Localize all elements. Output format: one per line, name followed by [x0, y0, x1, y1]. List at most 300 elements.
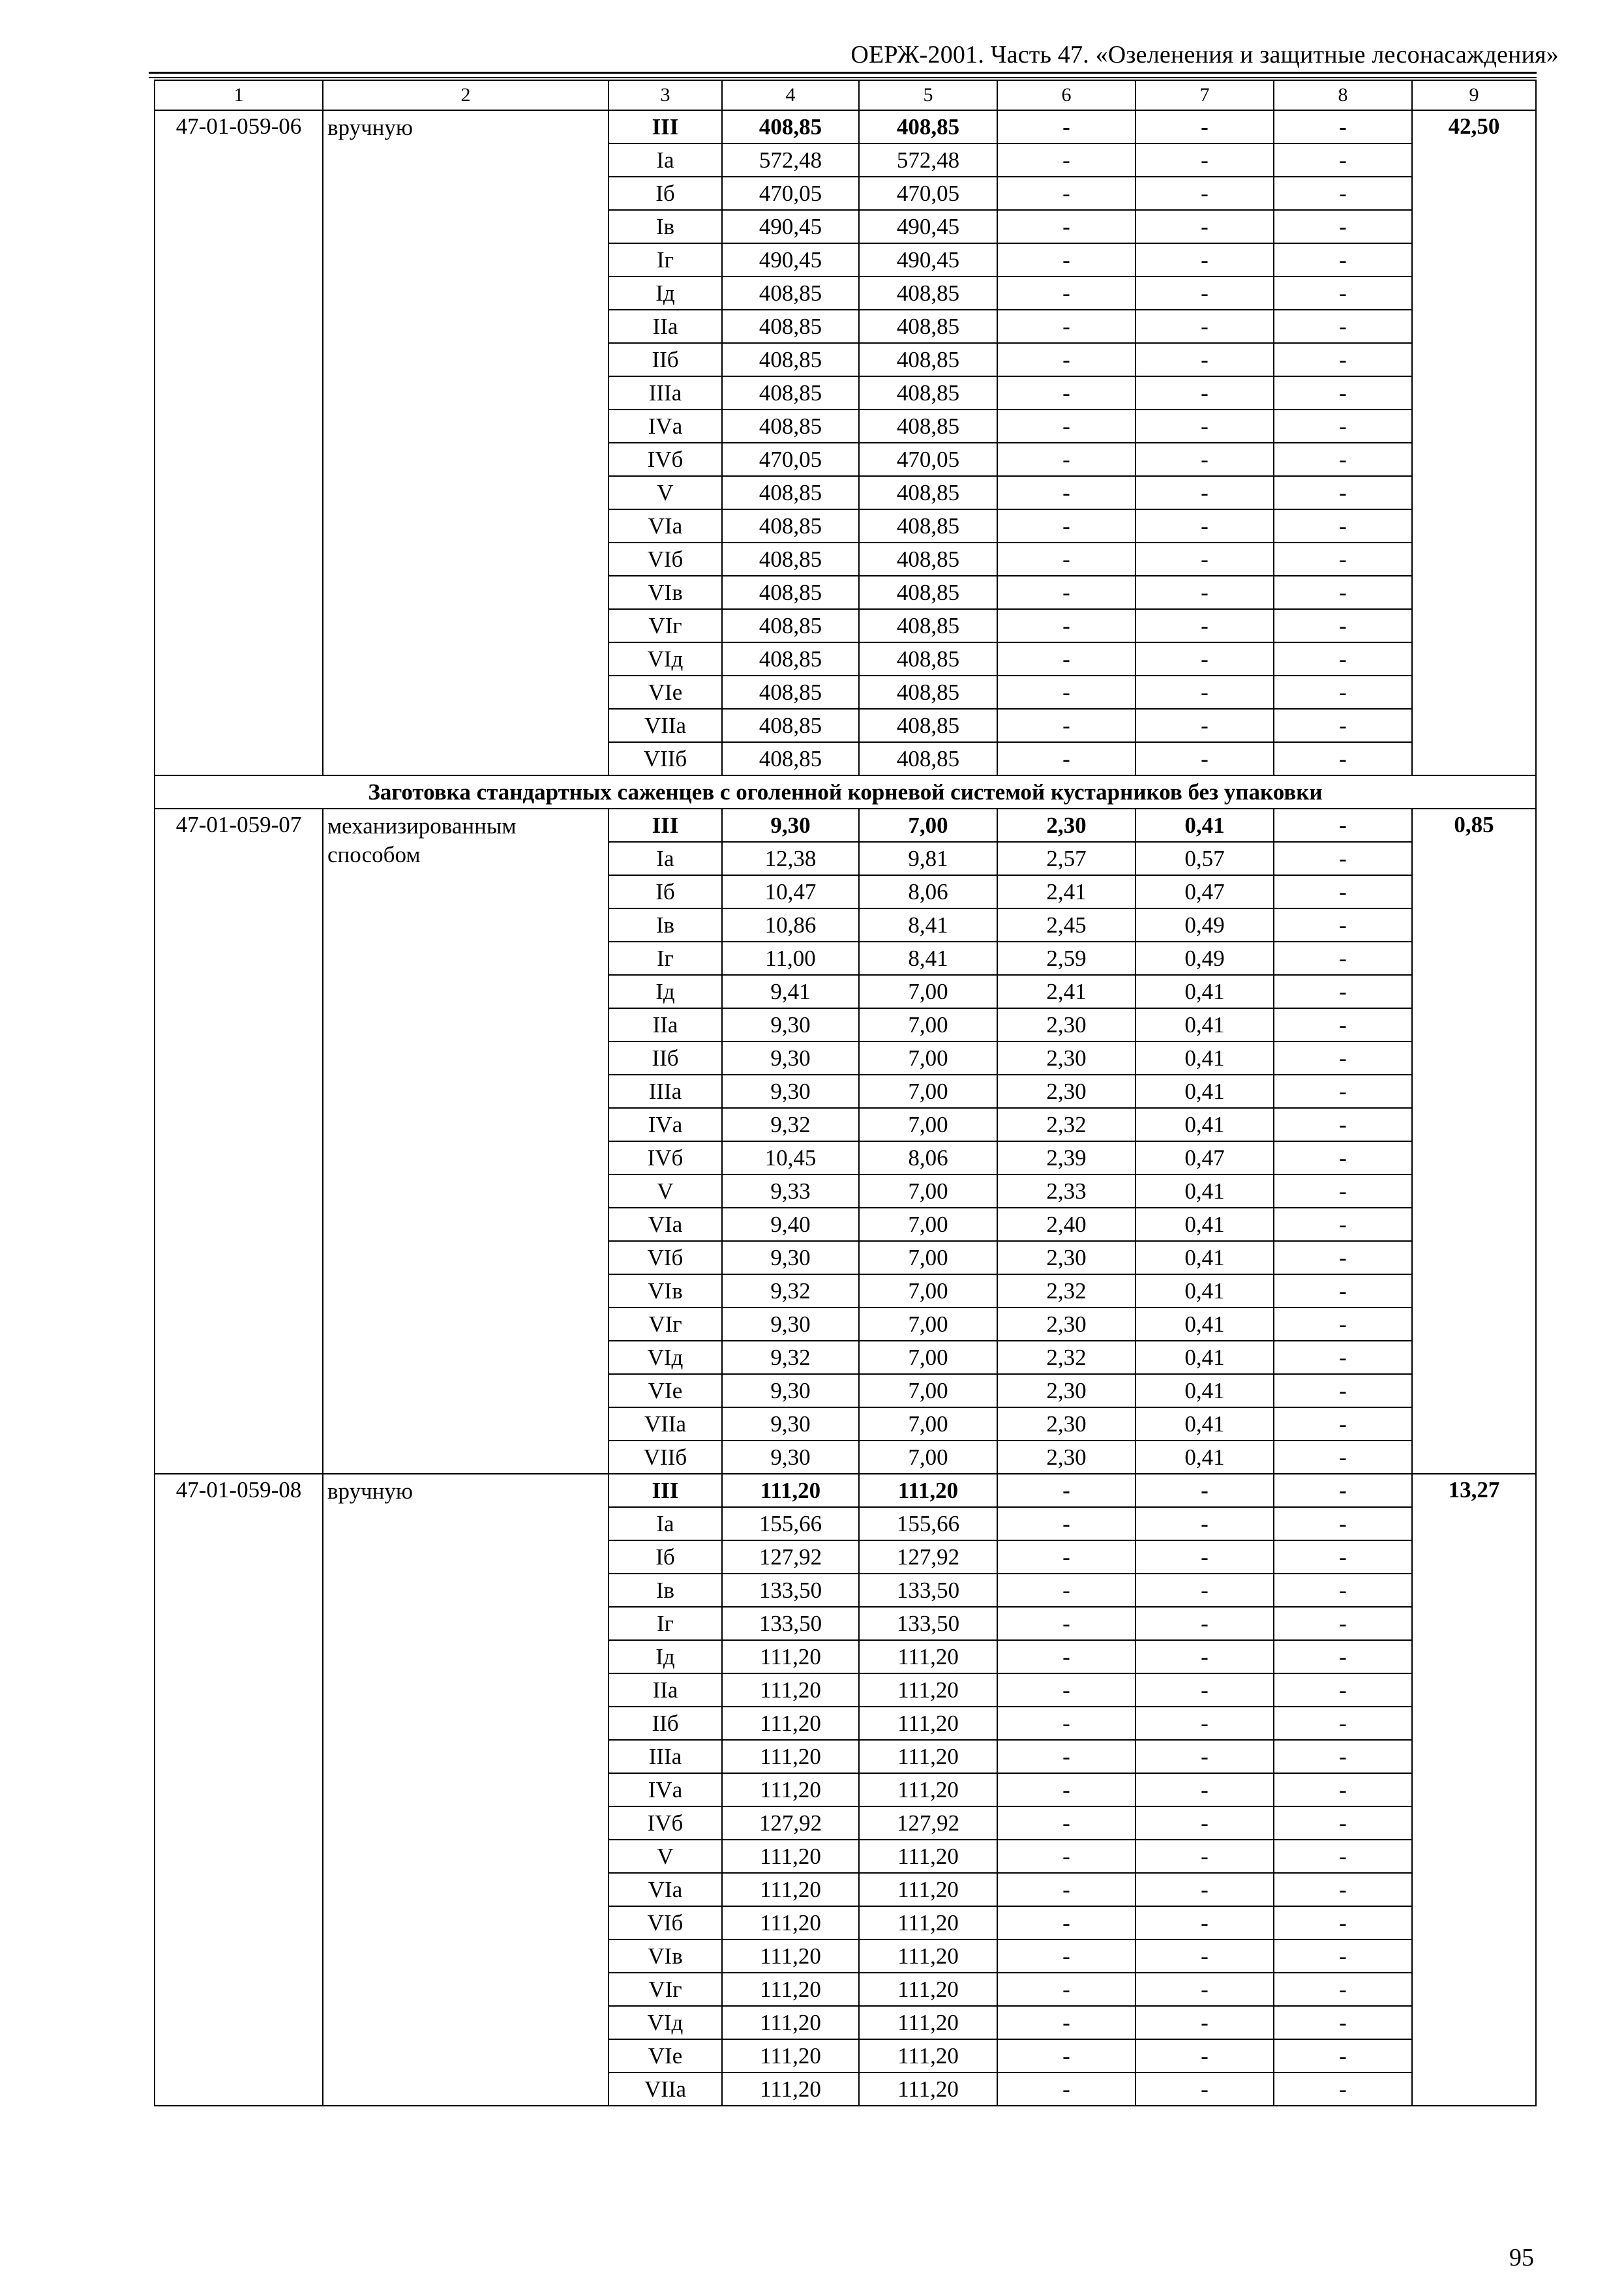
machinist-wages-cell: 0,41: [1135, 1008, 1274, 1041]
machines-cell: 2,30: [997, 1041, 1135, 1075]
total-cost-cell: 408,85: [722, 543, 859, 576]
zone-cell: V: [609, 1840, 722, 1873]
wages-cell: 127,92: [859, 1540, 997, 1574]
machines-cell: 2,57: [997, 842, 1135, 875]
materials-cell: -: [1274, 1208, 1412, 1241]
column-number: 8: [1274, 80, 1412, 110]
total-cost-cell: 10,45: [722, 1141, 859, 1174]
materials-cell: -: [1274, 110, 1412, 143]
machines-cell: -: [997, 343, 1135, 376]
wages-cell: 408,85: [859, 476, 997, 509]
machinist-wages-cell: -: [1135, 376, 1274, 410]
zone-cell: VIб: [609, 543, 722, 576]
machinist-wages-cell: 0,41: [1135, 1075, 1274, 1108]
materials-cell: -: [1274, 942, 1412, 975]
machinist-wages-cell: -: [1135, 576, 1274, 609]
machines-cell: -: [997, 1973, 1135, 2006]
machines-cell: -: [997, 410, 1135, 443]
materials-cell: -: [1274, 1973, 1412, 2006]
rates-table: [154, 80, 1537, 2106]
method-cell: вручную: [323, 110, 609, 775]
wages-cell: 7,00: [859, 1241, 997, 1274]
machines-cell: -: [997, 1806, 1135, 1840]
machinist-wages-cell: -: [1135, 1507, 1274, 1540]
materials-cell: -: [1274, 2039, 1412, 2072]
wages-cell: 7,00: [859, 1341, 997, 1374]
zone-cell: III: [609, 809, 722, 842]
zone-cell: Iб: [609, 1540, 722, 1574]
total-cost-cell: 9,32: [722, 1274, 859, 1308]
wages-cell: 7,00: [859, 1174, 997, 1208]
header-rule: [149, 72, 1537, 74]
total-cost-cell: 111,20: [722, 1740, 859, 1773]
total-cost-cell: 490,45: [722, 243, 859, 277]
wages-cell: 111,20: [859, 2072, 997, 2106]
total-cost-cell: 408,85: [722, 509, 859, 543]
running-header: ОЕРЖ-2001. Часть 47. «Озеленения и защитные лесонасаждения»: [850, 41, 1559, 68]
machines-cell: 2,30: [997, 1008, 1135, 1041]
machines-cell: -: [997, 1474, 1135, 1507]
zone-cell: Iд: [609, 1640, 722, 1673]
method-cell: механизированным способом: [323, 809, 609, 1474]
total-cost-cell: 111,20: [722, 2039, 859, 2072]
total-cost-cell: 9,32: [722, 1341, 859, 1374]
machines-cell: -: [997, 1840, 1135, 1873]
machinist-wages-cell: 0,41: [1135, 1041, 1274, 1075]
wages-cell: 572,48: [859, 143, 997, 177]
wages-cell: 7,00: [859, 1041, 997, 1075]
wages-cell: 127,92: [859, 1806, 997, 1840]
machinist-wages-cell: -: [1135, 476, 1274, 509]
machinist-wages-cell: 0,41: [1135, 1241, 1274, 1274]
total-cost-cell: 10,47: [722, 875, 859, 908]
materials-cell: -: [1274, 1740, 1412, 1773]
total-cost-cell: 9,33: [722, 1174, 859, 1208]
total-cost-cell: 111,20: [722, 1707, 859, 1740]
wages-cell: 9,81: [859, 842, 997, 875]
materials-cell: -: [1274, 2072, 1412, 2106]
total-cost-cell: 408,85: [722, 642, 859, 676]
method-cell: вручную: [323, 1474, 609, 2106]
materials-cell: -: [1274, 1108, 1412, 1141]
wages-cell: 111,20: [859, 1840, 997, 1873]
norm-code: 47-01-059-08: [155, 1474, 323, 2106]
materials-cell: -: [1274, 609, 1412, 642]
machinist-wages-cell: -: [1135, 443, 1274, 476]
total-cost-cell: 111,20: [722, 2006, 859, 2039]
machines-cell: -: [997, 1707, 1135, 1740]
zone-cell: V: [609, 1174, 722, 1208]
machinist-wages-cell: 0,41: [1135, 1374, 1274, 1407]
zone-cell: VIд: [609, 1341, 722, 1374]
zone-cell: IVа: [609, 1108, 722, 1141]
machines-cell: -: [997, 277, 1135, 310]
wages-cell: 7,00: [859, 1108, 997, 1141]
machinist-wages-cell: -: [1135, 277, 1274, 310]
total-cost-cell: 127,92: [722, 1540, 859, 1574]
wages-cell: 408,85: [859, 576, 997, 609]
total-cost-cell: 9,30: [722, 809, 859, 842]
total-cost-cell: 9,40: [722, 1208, 859, 1241]
wages-cell: 408,85: [859, 676, 997, 709]
machines-cell: -: [997, 310, 1135, 343]
wages-cell: 470,05: [859, 177, 997, 210]
wages-cell: 8,41: [859, 908, 997, 942]
wages-cell: 7,00: [859, 1374, 997, 1407]
labor-cost-cell: 13,27: [1412, 1474, 1536, 2106]
column-number: 6: [997, 80, 1135, 110]
total-cost-cell: 9,32: [722, 1108, 859, 1141]
total-cost-cell: 408,85: [722, 609, 859, 642]
zone-cell: VIIа: [609, 709, 722, 742]
wages-cell: 111,20: [859, 1939, 997, 1973]
materials-cell: -: [1274, 576, 1412, 609]
machines-cell: -: [997, 1574, 1135, 1607]
machines-cell: -: [997, 177, 1135, 210]
machines-cell: -: [997, 676, 1135, 709]
machines-cell: 2,32: [997, 1341, 1135, 1374]
zone-cell: IIб: [609, 1041, 722, 1075]
wages-cell: 133,50: [859, 1574, 997, 1607]
machinist-wages-cell: -: [1135, 742, 1274, 775]
materials-cell: -: [1274, 1008, 1412, 1041]
machines-cell: -: [997, 1507, 1135, 1540]
zone-cell: Iв: [609, 210, 722, 243]
machines-cell: 2,32: [997, 1108, 1135, 1141]
machinist-wages-cell: -: [1135, 243, 1274, 277]
machinist-wages-cell: 0,41: [1135, 1274, 1274, 1308]
machines-cell: -: [997, 1640, 1135, 1673]
materials-cell: -: [1274, 243, 1412, 277]
materials-cell: -: [1274, 1341, 1412, 1374]
machines-cell: 2,30: [997, 1374, 1135, 1407]
machinist-wages-cell: 0,47: [1135, 1141, 1274, 1174]
zone-cell: VIа: [609, 1873, 722, 1906]
machinist-wages-cell: 0,49: [1135, 908, 1274, 942]
total-cost-cell: 408,85: [722, 476, 859, 509]
wages-cell: 408,85: [859, 343, 997, 376]
total-cost-cell: 133,50: [722, 1607, 859, 1640]
table-row: [155, 809, 1536, 842]
wages-cell: 490,45: [859, 210, 997, 243]
wages-cell: 111,20: [859, 1973, 997, 2006]
materials-cell: -: [1274, 1906, 1412, 1939]
materials-cell: -: [1274, 1939, 1412, 1973]
zone-cell: IIIа: [609, 376, 722, 410]
total-cost-cell: 12,38: [722, 842, 859, 875]
machines-cell: -: [997, 543, 1135, 576]
wages-cell: 111,20: [859, 1673, 997, 1707]
zone-cell: VIг: [609, 1973, 722, 2006]
machinist-wages-cell: 0,41: [1135, 1407, 1274, 1441]
page-number: 95: [1509, 2244, 1534, 2271]
machines-cell: -: [997, 476, 1135, 509]
rates-table-container: [154, 80, 1535, 2106]
wages-cell: 408,85: [859, 709, 997, 742]
wages-cell: 408,85: [859, 277, 997, 310]
machinist-wages-cell: -: [1135, 1773, 1274, 1806]
materials-cell: -: [1274, 642, 1412, 676]
machines-cell: -: [997, 2039, 1135, 2072]
zone-cell: Iб: [609, 177, 722, 210]
materials-cell: -: [1274, 676, 1412, 709]
column-number: 4: [722, 80, 859, 110]
section-title: Заготовка стандартных саженцев с оголенной корневой системой кустарников без упаковки: [155, 775, 1536, 809]
machinist-wages-cell: 0,41: [1135, 1441, 1274, 1474]
machines-cell: -: [997, 1607, 1135, 1640]
total-cost-cell: 408,85: [722, 310, 859, 343]
materials-cell: -: [1274, 1241, 1412, 1274]
materials-cell: -: [1274, 1773, 1412, 1806]
total-cost-cell: 133,50: [722, 1574, 859, 1607]
wages-cell: 408,85: [859, 742, 997, 775]
machines-cell: 2,59: [997, 942, 1135, 975]
machinist-wages-cell: -: [1135, 609, 1274, 642]
zone-cell: Iд: [609, 975, 722, 1008]
machines-cell: -: [997, 210, 1135, 243]
machinist-wages-cell: -: [1135, 1673, 1274, 1707]
machines-cell: -: [997, 1540, 1135, 1574]
total-cost-cell: 408,85: [722, 742, 859, 775]
total-cost-cell: 9,30: [722, 1008, 859, 1041]
machinist-wages-cell: -: [1135, 1640, 1274, 1673]
materials-cell: -: [1274, 1607, 1412, 1640]
machinist-wages-cell: -: [1135, 2006, 1274, 2039]
wages-cell: 408,85: [859, 110, 997, 143]
total-cost-cell: 9,41: [722, 975, 859, 1008]
machinist-wages-cell: -: [1135, 110, 1274, 143]
total-cost-cell: 10,86: [722, 908, 859, 942]
header-rule-thin: [149, 77, 1537, 78]
wages-cell: 408,85: [859, 376, 997, 410]
materials-cell: -: [1274, 742, 1412, 775]
wages-cell: 8,06: [859, 1141, 997, 1174]
wages-cell: 7,00: [859, 1441, 997, 1474]
wages-cell: 111,20: [859, 1773, 997, 1806]
total-cost-cell: 9,30: [722, 1241, 859, 1274]
machinist-wages-cell: 0,49: [1135, 942, 1274, 975]
materials-cell: -: [1274, 842, 1412, 875]
zone-cell: VIб: [609, 1906, 722, 1939]
wages-cell: 111,20: [859, 1906, 997, 1939]
machines-cell: -: [997, 143, 1135, 177]
zone-cell: VIа: [609, 509, 722, 543]
materials-cell: -: [1274, 143, 1412, 177]
total-cost-cell: 111,20: [722, 1474, 859, 1507]
machines-cell: 2,30: [997, 1308, 1135, 1341]
total-cost-cell: 111,20: [722, 1673, 859, 1707]
materials-cell: -: [1274, 376, 1412, 410]
materials-cell: -: [1274, 277, 1412, 310]
materials-cell: -: [1274, 1308, 1412, 1341]
machines-cell: -: [997, 1906, 1135, 1939]
wages-cell: 111,20: [859, 1873, 997, 1906]
wages-cell: 111,20: [859, 1474, 997, 1507]
materials-cell: -: [1274, 343, 1412, 376]
zone-cell: IVб: [609, 1141, 722, 1174]
total-cost-cell: 408,85: [722, 410, 859, 443]
total-cost-cell: 155,66: [722, 1507, 859, 1540]
total-cost-cell: 111,20: [722, 1973, 859, 2006]
wages-cell: 8,06: [859, 875, 997, 908]
machinist-wages-cell: -: [1135, 177, 1274, 210]
wages-cell: 470,05: [859, 443, 997, 476]
machinist-wages-cell: -: [1135, 1574, 1274, 1607]
zone-cell: VIв: [609, 1939, 722, 1973]
zone-cell: IIIа: [609, 1740, 722, 1773]
machines-cell: -: [997, 376, 1135, 410]
norm-code: 47-01-059-06: [155, 110, 323, 775]
materials-cell: -: [1274, 709, 1412, 742]
machines-cell: -: [997, 709, 1135, 742]
machines-cell: 2,33: [997, 1174, 1135, 1208]
materials-cell: -: [1274, 1075, 1412, 1108]
materials-cell: -: [1274, 809, 1412, 842]
zone-cell: V: [609, 476, 722, 509]
machinist-wages-cell: 0,41: [1135, 809, 1274, 842]
zone-cell: VIе: [609, 676, 722, 709]
wages-cell: 111,20: [859, 2006, 997, 2039]
machines-cell: 2,30: [997, 1407, 1135, 1441]
machinist-wages-cell: -: [1135, 543, 1274, 576]
machinist-wages-cell: -: [1135, 1873, 1274, 1906]
norm-code: 47-01-059-07: [155, 809, 323, 1474]
materials-cell: -: [1274, 1806, 1412, 1840]
machinist-wages-cell: 0,47: [1135, 875, 1274, 908]
section-row: [155, 775, 1536, 809]
zone-cell: VIг: [609, 609, 722, 642]
zone-cell: VIв: [609, 1274, 722, 1308]
total-cost-cell: 9,30: [722, 1075, 859, 1108]
machinist-wages-cell: -: [1135, 1906, 1274, 1939]
zone-cell: VIIа: [609, 2072, 722, 2106]
materials-cell: -: [1274, 875, 1412, 908]
zone-cell: VIд: [609, 2006, 722, 2039]
materials-cell: -: [1274, 410, 1412, 443]
machines-cell: 2,45: [997, 908, 1135, 942]
table-row: [155, 1474, 1536, 1507]
machinist-wages-cell: -: [1135, 709, 1274, 742]
machines-cell: 2,30: [997, 1241, 1135, 1274]
materials-cell: -: [1274, 1441, 1412, 1474]
total-cost-cell: 470,05: [722, 443, 859, 476]
total-cost-cell: 11,00: [722, 942, 859, 975]
machines-cell: 2,30: [997, 809, 1135, 842]
machines-cell: 2,41: [997, 875, 1135, 908]
zone-cell: VIIб: [609, 1441, 722, 1474]
column-number: 9: [1412, 80, 1536, 110]
total-cost-cell: 111,20: [722, 2072, 859, 2106]
wages-cell: 133,50: [859, 1607, 997, 1640]
wages-cell: 7,00: [859, 975, 997, 1008]
wages-cell: 7,00: [859, 1075, 997, 1108]
machinist-wages-cell: -: [1135, 1840, 1274, 1873]
machines-cell: -: [997, 110, 1135, 143]
column-number: 7: [1135, 80, 1274, 110]
machinist-wages-cell: -: [1135, 1607, 1274, 1640]
machines-cell: -: [997, 243, 1135, 277]
machines-cell: -: [997, 443, 1135, 476]
materials-cell: -: [1274, 1141, 1412, 1174]
machinist-wages-cell: -: [1135, 1806, 1274, 1840]
zone-cell: IVб: [609, 1806, 722, 1840]
zone-cell: Iв: [609, 908, 722, 942]
machinist-wages-cell: 0,41: [1135, 1308, 1274, 1341]
column-number: 2: [323, 80, 609, 110]
materials-cell: -: [1274, 1274, 1412, 1308]
total-cost-cell: 572,48: [722, 143, 859, 177]
materials-cell: -: [1274, 1041, 1412, 1075]
machinist-wages-cell: -: [1135, 1939, 1274, 1973]
wages-cell: 7,00: [859, 1008, 997, 1041]
zone-cell: IIа: [609, 1673, 722, 1707]
zone-cell: VIIб: [609, 742, 722, 775]
zone-cell: IIа: [609, 310, 722, 343]
machinist-wages-cell: -: [1135, 2039, 1274, 2072]
materials-cell: -: [1274, 1873, 1412, 1906]
zone-cell: Ia: [609, 1507, 722, 1540]
wages-cell: 408,85: [859, 609, 997, 642]
machines-cell: -: [997, 2072, 1135, 2106]
total-cost-cell: 9,30: [722, 1374, 859, 1407]
zone-cell: VIе: [609, 2039, 722, 2072]
materials-cell: -: [1274, 1174, 1412, 1208]
total-cost-cell: 111,20: [722, 1939, 859, 1973]
total-cost-cell: 9,30: [722, 1041, 859, 1075]
wages-cell: 7,00: [859, 1208, 997, 1241]
machines-cell: -: [997, 1873, 1135, 1906]
machines-cell: -: [997, 1773, 1135, 1806]
machinist-wages-cell: -: [1135, 410, 1274, 443]
materials-cell: -: [1274, 1507, 1412, 1540]
zone-cell: VIв: [609, 576, 722, 609]
zone-cell: IVб: [609, 443, 722, 476]
wages-cell: 7,00: [859, 1274, 997, 1308]
wages-cell: 111,20: [859, 1640, 997, 1673]
wages-cell: 490,45: [859, 243, 997, 277]
machinist-wages-cell: -: [1135, 676, 1274, 709]
column-number-row: [155, 80, 1536, 110]
machines-cell: -: [997, 509, 1135, 543]
materials-cell: -: [1274, 1673, 1412, 1707]
wages-cell: 111,20: [859, 2039, 997, 2072]
labor-cost-cell: 42,50: [1412, 110, 1536, 775]
total-cost-cell: 9,30: [722, 1407, 859, 1441]
zone-cell: III: [609, 110, 722, 143]
wages-cell: 408,85: [859, 509, 997, 543]
column-number: 1: [155, 80, 323, 110]
zone-cell: III: [609, 1474, 722, 1507]
materials-cell: -: [1274, 2006, 1412, 2039]
machines-cell: -: [997, 2006, 1135, 2039]
materials-cell: -: [1274, 177, 1412, 210]
zone-cell: VIе: [609, 1374, 722, 1407]
total-cost-cell: 111,20: [722, 1773, 859, 1806]
machinist-wages-cell: -: [1135, 310, 1274, 343]
total-cost-cell: 111,20: [722, 1840, 859, 1873]
materials-cell: -: [1274, 1407, 1412, 1441]
wages-cell: 7,00: [859, 1407, 997, 1441]
machines-cell: 2,41: [997, 975, 1135, 1008]
zone-cell: Iг: [609, 243, 722, 277]
machines-cell: -: [997, 642, 1135, 676]
total-cost-cell: 408,85: [722, 676, 859, 709]
total-cost-cell: 111,20: [722, 1873, 859, 1906]
machinist-wages-cell: 0,41: [1135, 1174, 1274, 1208]
machines-cell: 2,30: [997, 1075, 1135, 1108]
zone-cell: VIд: [609, 642, 722, 676]
machines-cell: -: [997, 609, 1135, 642]
